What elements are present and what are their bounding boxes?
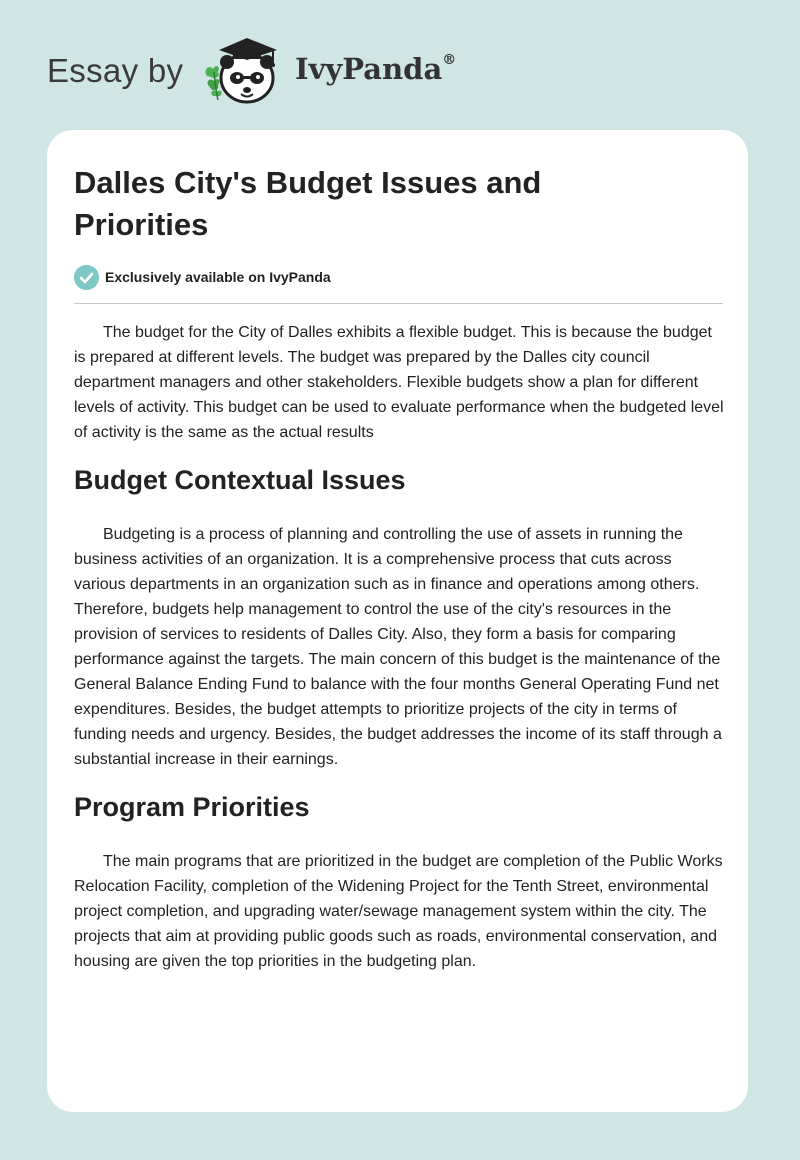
exclusive-badge xyxy=(74,264,331,290)
section-heading-program-priorities: Program Priorities xyxy=(74,792,310,822)
section-paragraph-budget-contextual-issues: Budgeting is a process of planning and controlling the use of assets in running the business activities of an organization. It is a comprehensive process that cuts across various departments in an organization such as in finance and operations among others. Therefore, budgets help management to control the use of the city's resources in the provision of services to residents of Dalles City. Also, they form a basis for comparing performance against the targets. The main concern of this budget is the maintenance of the General Balance Ending Fund to balance with the four months General Operating Fund net expenditures. Besides, the budget attempts to prioritize projects of the city in terms of funding needs and urgency. Besides, the budget addresses the income of its staff through a substantial increase in their earnings. xyxy=(74,526,722,768)
essay-by-label: Essay by xyxy=(47,52,184,89)
section-heading-budget-contextual-issues: Budget Contextual Issues xyxy=(74,465,406,495)
check-circle-icon xyxy=(74,265,99,290)
brand-label: IvyPanda xyxy=(295,52,443,86)
essay-card xyxy=(47,130,748,1112)
panda-graduation-cap-icon[interactable] xyxy=(201,36,289,108)
exclusive-label: Exclusively available on IvyPanda xyxy=(105,269,331,285)
registered-mark: ® xyxy=(442,52,457,69)
site-header xyxy=(47,36,547,108)
title-divider xyxy=(74,303,723,304)
intro-paragraph: The budget for the City of Dalles exhibits a flexible budget. This is because the budget is prepared at different levels. The budget was prepared by the Dalles city council department managers and other stakeholders. Flexible budgets show a plan for different levels of activity. This budget can be used to evaluate performance when the budgeted level of activity is the same as the actual results xyxy=(74,324,724,441)
essay-title: Dalles City's Budget Issues and Priorities xyxy=(74,165,542,242)
section-paragraph-program-priorities: The main programs that are prioritized in the budget are completion of the Public Works Relocation Facility, completion of the Widening Project for the Tenth Street, environmental project completion, and upgrading water/sewage management system within the city. The projects that aim at providing public goods such as roads, environmental conservation, and housing are given the top priorities in the budgeting plan. xyxy=(74,853,723,970)
brand-name[interactable] xyxy=(295,52,456,86)
